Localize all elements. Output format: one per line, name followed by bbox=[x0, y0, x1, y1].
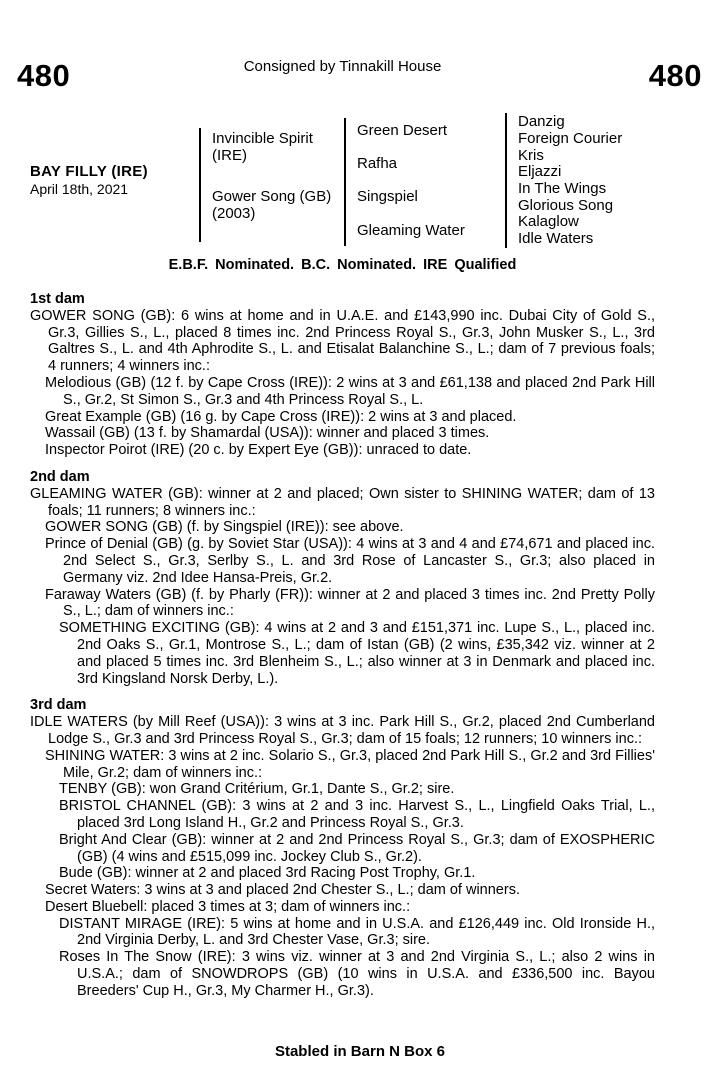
produce-entry: GOWER SONG (GB) (f. by Singspiel (IRE)): see above. bbox=[45, 519, 404, 536]
produce-entry: Prince of Denial (GB) (g. by Soviet Star (USA)): 4 wins at 3 and 4 and £74,671 and placed inc. 2nd Select S., Gr.3, Serlby S., L. and 3rd Rose of Lancaster S., Gr.3; also placed in Germany viz. 2nd Idee Hansa-Preis, Gr.2. bbox=[45, 536, 655, 586]
produce-entry: Secret Waters: 3 wins at 3 and placed 2nd Chester S., L.; dam of winners. bbox=[45, 882, 520, 899]
lot-number-left: 480 bbox=[17, 58, 71, 93]
pedigree-g-sire-sire-sire: Danzig bbox=[518, 113, 565, 130]
pedigree-dam-dam: Gleaming Water bbox=[357, 222, 465, 239]
grand-produce-entry: DISTANT MIRAGE (IRE): 5 wins at home and in U.S.A. and £126,449 inc. Old Ironside H., 2nd Virginia Derby, L. and 3rd Chester Vase, Gr.3; sire. bbox=[59, 915, 655, 949]
horse-dob: April 18th, 2021 bbox=[30, 181, 129, 197]
pedigree-g-dam-dam-dam: Idle Waters bbox=[518, 230, 594, 247]
produce-entry: Great Example (GB) (16 g. by Cape Cross (IRE)): 2 wins at 3 and placed. bbox=[45, 408, 517, 425]
pedigree-dam: Gower Song (GB) (2003) bbox=[212, 188, 332, 222]
produce-entry: SHINING WATER: 3 wins at 2 inc. Solario S., Gr.3, placed 2nd Park Hill S., Gr.2 and 3rd Fillies' Mile, Gr.2; dam of winners inc.: bbox=[45, 747, 655, 781]
pedigree-sire-sire: Green Desert bbox=[357, 122, 448, 139]
grand-produce-entry: Roses In The Snow (IRE): 3 wins viz. winner at 3 and 2nd Virginia S., L.; also 2 wins in U.S.A.; dam of SNOWDROPS (GB) (10 wins in U.S.A. and £336,500 inc. Bayou Breeders' Cup H., Gr.3, My Charmer H., Gr.3). bbox=[59, 949, 655, 999]
first-dam-entry: GOWER SONG (GB): 6 wins at home and in U.A.E. and £143,990 inc. Dubai City of Gold S., Gr.3, Gillies S., L., placed 8 times inc. 2nd Princess Royal S., Gr.3, John Musker S., L., 3rd Galtres S., L. and 4th Aphrodite S., L. and Etisalat Balanchine S., L.; dam of 7 previous foals; 4 runners; 4 winners inc.: bbox=[30, 307, 655, 375]
nominations: E.B.F. Nominated. B.C. Nominated. IRE Qualified bbox=[168, 257, 517, 273]
second-dam-entry: GLEAMING WATER (GB): winner at 2 and placed; Own sister to SHINING WATER; dam of 13 foals; 11 runners; 8 winners inc.: bbox=[30, 485, 655, 519]
third-dam-entry: IDLE WATERS (by Mill Reef (USA)): 3 wins at 3 inc. Park Hill S., Gr.2, placed 2nd Cumberland Lodge S., Gr.3 and 3rd Princess Royal S., Gr.3; dam of 15 foals; 12 runners; 10 winners inc.: bbox=[30, 714, 655, 747]
produce-entry: Desert Bluebell: placed 3 times at 3; dam of winners inc.: bbox=[45, 898, 411, 915]
pedigree-divider bbox=[199, 128, 201, 242]
horse-name: BAY FILLY (IRE) bbox=[30, 163, 148, 180]
lot-number-right: 480 bbox=[648, 58, 702, 93]
stabling-info: Stabled in Barn N Box 6 bbox=[274, 1043, 446, 1060]
produce-entry: Melodious (GB) (12 f. by Cape Cross (IRE)): 2 wins at 3 and £61,138 and placed 2nd Park Hill S., Gr.2, St Simon S., Gr.3 and 4th Princess Royal S., L. bbox=[45, 374, 655, 408]
grand-produce-entry: TENBY (GB): won Grand Critérium, Gr.1, Dante S., Gr.2; sire. bbox=[59, 781, 455, 798]
pedigree-g-dam-dam-sire: Kalaglow bbox=[518, 213, 579, 230]
produce-entry: Wassail (GB) (13 f. by Shamardal (USA)): winner and placed 3 times. bbox=[45, 425, 490, 442]
catalogue-body bbox=[30, 291, 655, 1000]
pedigree-divider bbox=[505, 113, 507, 248]
grand-produce-entry: Bright And Clear (GB): winner at 2 and 2nd Princess Royal S., Gr.3; dam of EXOSPHERIC (GB) (4 wins and £515,099 inc. Jockey Club S., Gr.2). bbox=[59, 831, 655, 865]
pedigree-sire-dam: Rafha bbox=[357, 155, 398, 172]
third-dam-heading: 3rd dam bbox=[30, 697, 87, 714]
pedigree-g-sire-dam-dam: Eljazzi bbox=[518, 163, 562, 180]
pedigree-g-dam-sire-sire: In The Wings bbox=[518, 180, 607, 197]
first-dam-heading: 1st dam bbox=[30, 291, 85, 307]
pedigree-sire: Invincible Spirit (IRE) bbox=[212, 130, 313, 164]
pedigree-divider bbox=[344, 118, 346, 246]
grand-produce-entry: Bude (GB): winner at 2 and placed 3rd Racing Post Trophy, Gr.1. bbox=[59, 865, 476, 882]
produce-entry: Inspector Poirot (IRE) (20 c. by Expert Eye (GB)): unraced to date. bbox=[45, 442, 472, 459]
second-dam-heading: 2nd dam bbox=[30, 468, 90, 485]
consignor: Consigned by Tinnakill House bbox=[243, 58, 442, 75]
pedigree-g-sire-dam-sire: Kris bbox=[518, 147, 544, 164]
produce-entry: Faraway Waters (GB) (f. by Pharly (FR)): winner at 2 and placed 3 times inc. 2nd Pretty Polly S., L.; dam of winners inc.: bbox=[45, 586, 655, 620]
grand-produce-entry: SOMETHING EXCITING (GB): 4 wins at 2 and 3 and £151,371 inc. Lupe S., L., placed inc. 2nd Oaks S., Gr.1, Montrose S., L.; dam of Istan (GB) (2 wins, £35,342 viz. winner at 2 and placed 5 times inc. 3rd Blenheim S., L.; also winner at 3 in Denmark and placed inc. 3rd Kingsland Norsk Derby, L.). bbox=[59, 620, 655, 687]
pedigree-g-dam-sire-dam: Glorious Song bbox=[518, 197, 614, 214]
grand-produce-entry: BRISTOL CHANNEL (GB): 3 wins at 2 and 3 inc. Harvest S., L., Lingfield Oaks Trial, L., placed 3rd Long Island H., Gr.2 and Princess Royal S., Gr.3. bbox=[59, 798, 655, 831]
pedigree-dam-sire: Singspiel bbox=[357, 188, 418, 205]
pedigree-g-sire-sire-dam: Foreign Courier bbox=[518, 130, 623, 147]
